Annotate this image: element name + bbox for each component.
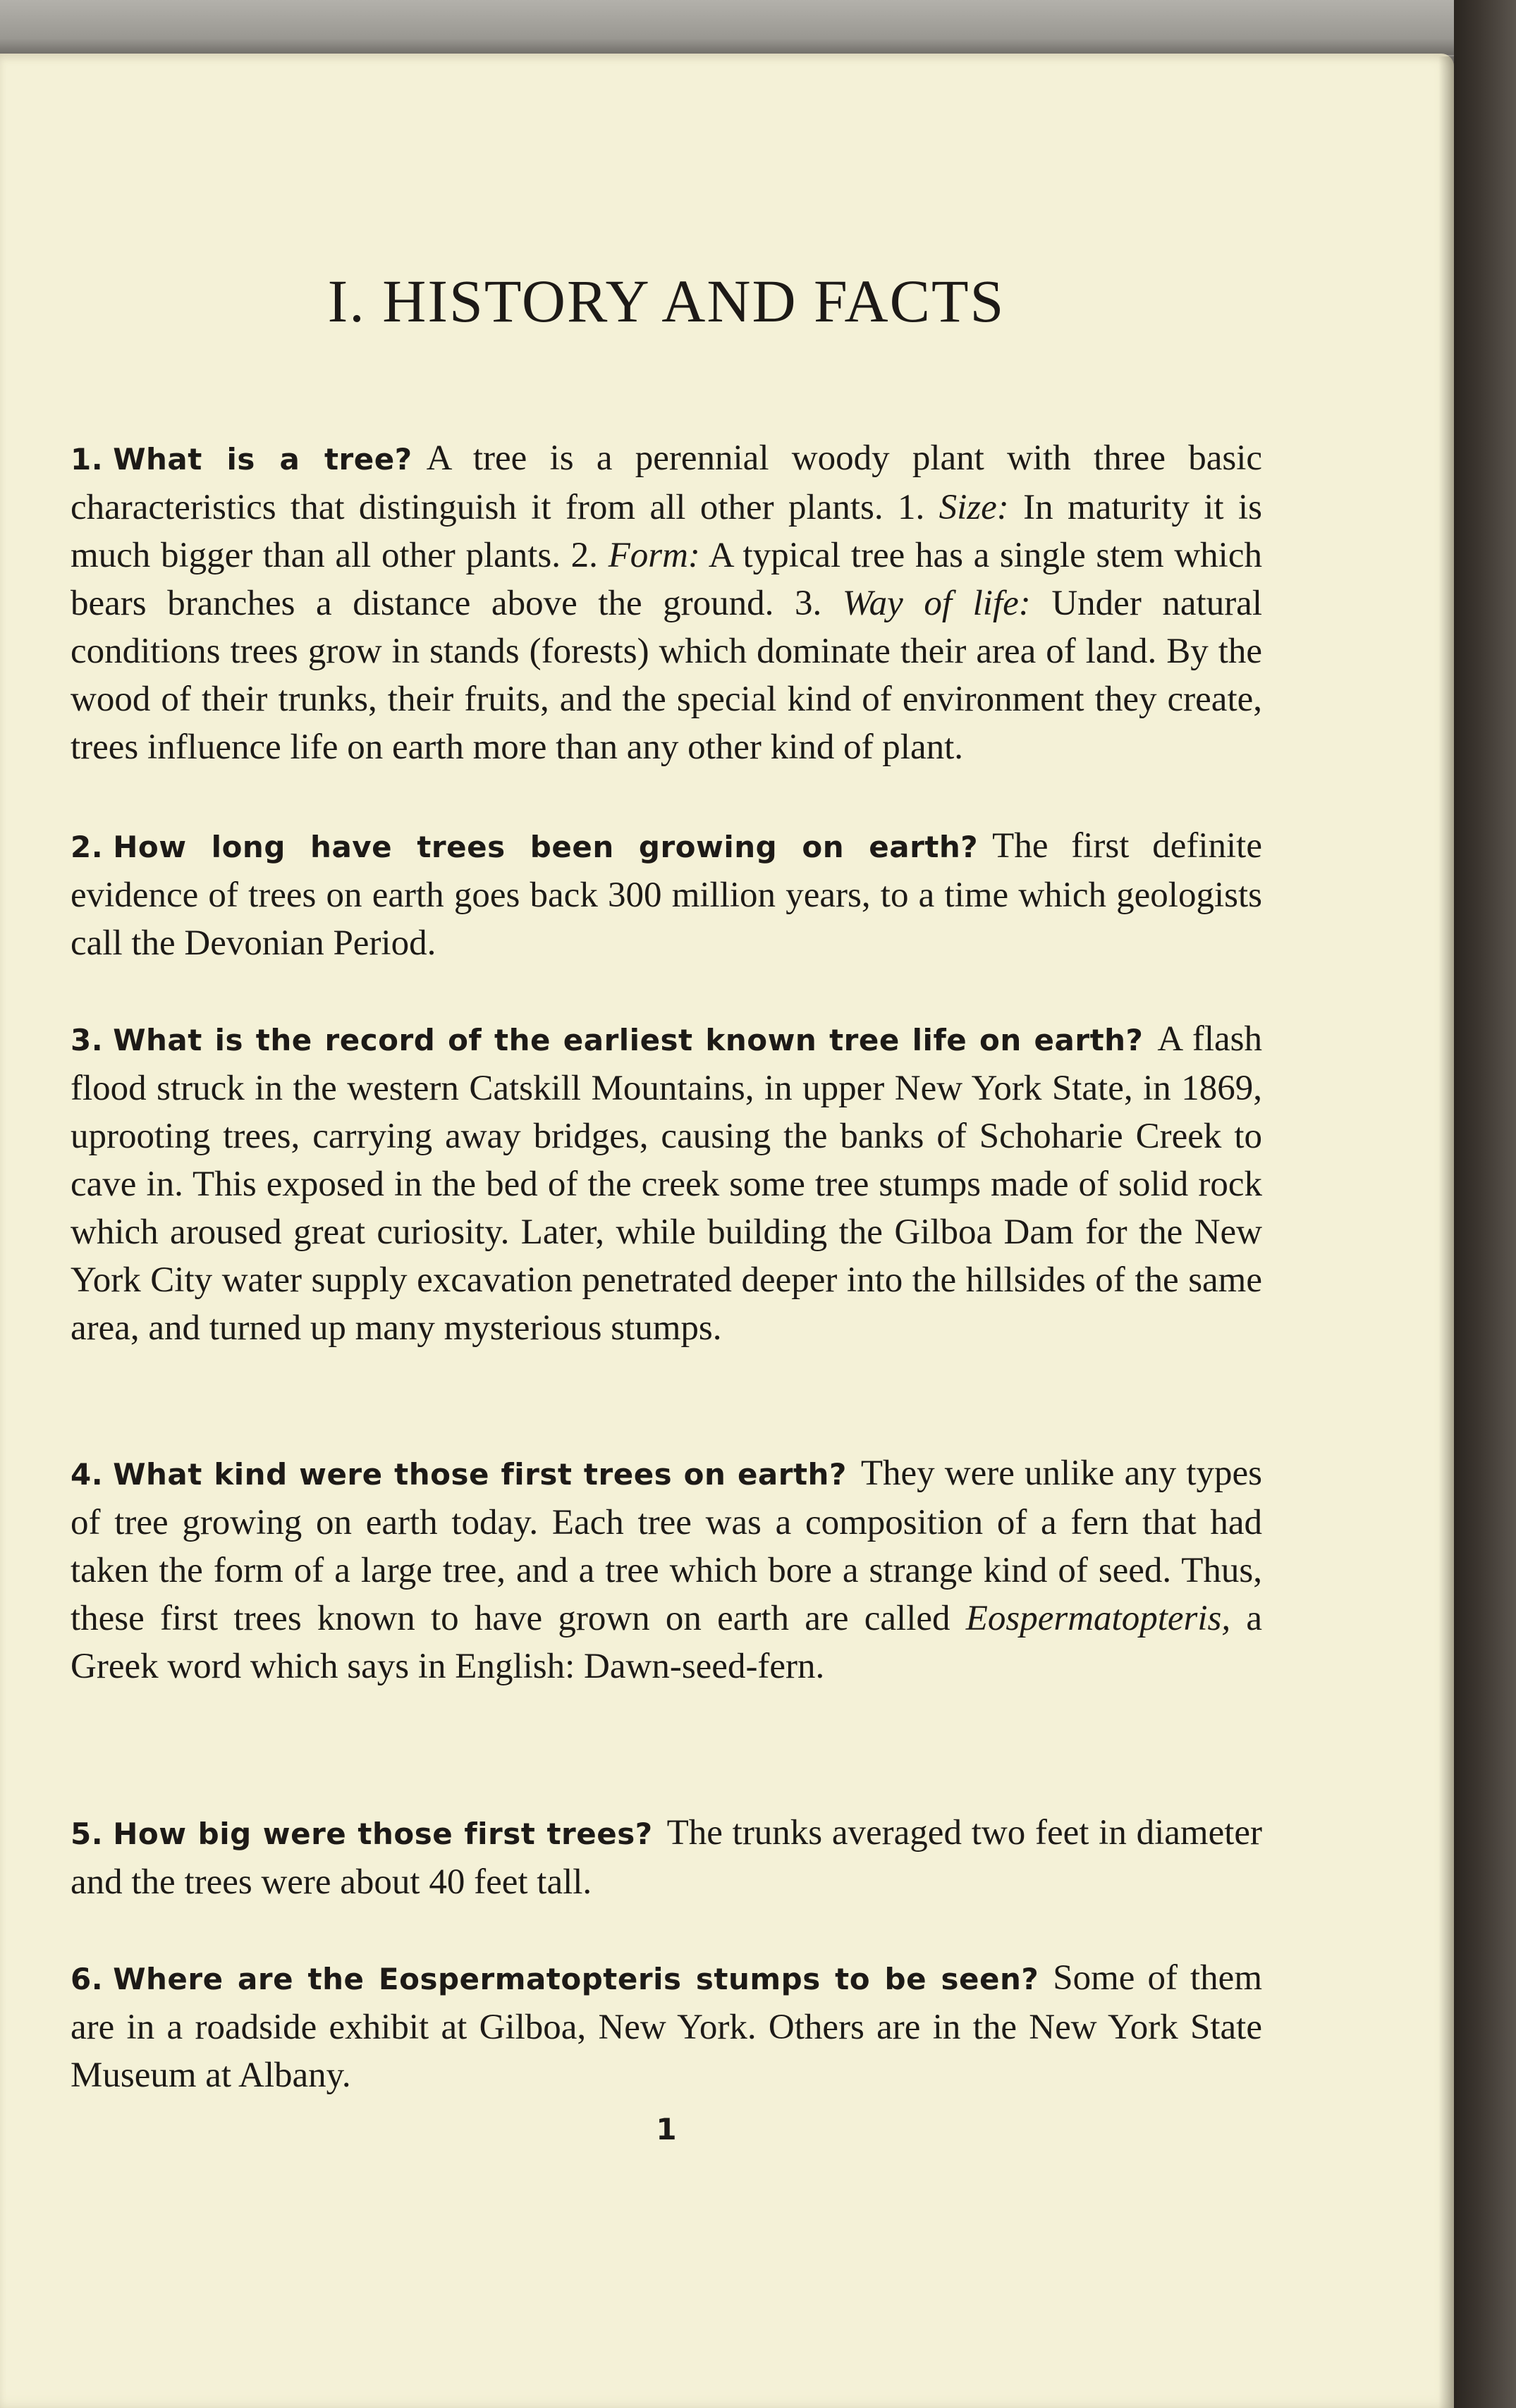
- question-text: What is a tree?: [113, 442, 412, 477]
- question-block-1: [71, 434, 1262, 771]
- answer-text: Some of them are in a roadside exhibit at Gilboa, New York. Others are in the New York State Museum at Albany.: [71, 1958, 1262, 2095]
- answer-italic-term: Form:: [608, 536, 700, 575]
- question-block-5: [71, 1809, 1262, 1906]
- question-text: What kind were those first trees on earth?: [113, 1457, 847, 1492]
- answer-text: A tree is a perennial woody plant with three basic characteristics that distinguish it from all other plants. 1.: [71, 438, 1263, 527]
- answer-text: The first definite evidence of trees on earth goes back 300 million years, to a time which geologists call the Devonian Period.: [71, 826, 1262, 963]
- question-number: 1.: [71, 442, 104, 477]
- question-number: 3.: [71, 1023, 104, 1057]
- answer-text: a Greek word which says in English: Dawn-seed-fern.: [71, 1599, 1263, 1686]
- question-number: 2.: [71, 830, 104, 864]
- question-block-3: [71, 1015, 1262, 1352]
- answer-text: A flash flood struck in the western Catskill Mountains, in upper New York State, in 1869, uprooting trees, carrying away bridges, causing the banks of Schoharie Creek to cave in. This exposed in the bed of the creek some tree stumps made of solid rock which aroused great curiosity. Later, while building the Gilboa Dam for the New York City water supply excavation penetrated deeper into the hillsides of the same area, and turned up many mysterious stumps.: [71, 1019, 1262, 1348]
- question-text: How long have trees been growing on earth?: [113, 830, 979, 864]
- question-block-4: [71, 1449, 1262, 1690]
- question-number: 4.: [71, 1457, 104, 1492]
- answer-italic-term: Size:: [939, 488, 1009, 527]
- scan-background-top: [0, 0, 1516, 55]
- question-block-2: [71, 822, 1262, 967]
- book-page: [0, 54, 1454, 2408]
- answer-italic-term: Eospermatopteris,: [965, 1599, 1231, 1638]
- page-edge-shadow: [1438, 56, 1457, 2408]
- question-text: What is the record of the earliest known tree life on earth?: [113, 1023, 1144, 1057]
- answer-text: Under natural conditions trees grow in stands (forests) which dominate their area of land. By the wood of their trunks, their fruits, and the special kind of environment they create, trees influence life on earth more than any other kind of plant.: [71, 584, 1262, 767]
- answer-text: They were unlike any types of tree growing on earth today. Each tree was a composition of a fern that had taken the form of a large tree, and a tree which bore a strange kind of seed. Thus, these first trees known to have grown on earth are called: [71, 1454, 1263, 1638]
- question-number: 6.: [71, 1962, 104, 1996]
- question-number: 5.: [71, 1817, 104, 1851]
- book-spine: [1454, 0, 1516, 2408]
- question-block-6: [71, 1954, 1262, 2099]
- question-text: Where are the Eospermatopteris stumps to be seen?: [113, 1962, 1039, 1996]
- question-text: How big were those first trees?: [113, 1817, 653, 1851]
- answer-italic-term: Way of life:: [842, 584, 1031, 623]
- answer-text: A typical tree has a single stem which bears branches a distance above the ground. 3.: [71, 536, 1262, 623]
- page-number: 1: [656, 2112, 677, 2146]
- answer-text: In maturity it is much bigger than all other plants. 2.: [71, 488, 1262, 575]
- chapter-title: I. HISTORY AND FACTS: [327, 267, 1005, 335]
- answer-text: The trunks averaged two feet in diameter and the trees were about 40 feet tall.: [71, 1813, 1262, 1902]
